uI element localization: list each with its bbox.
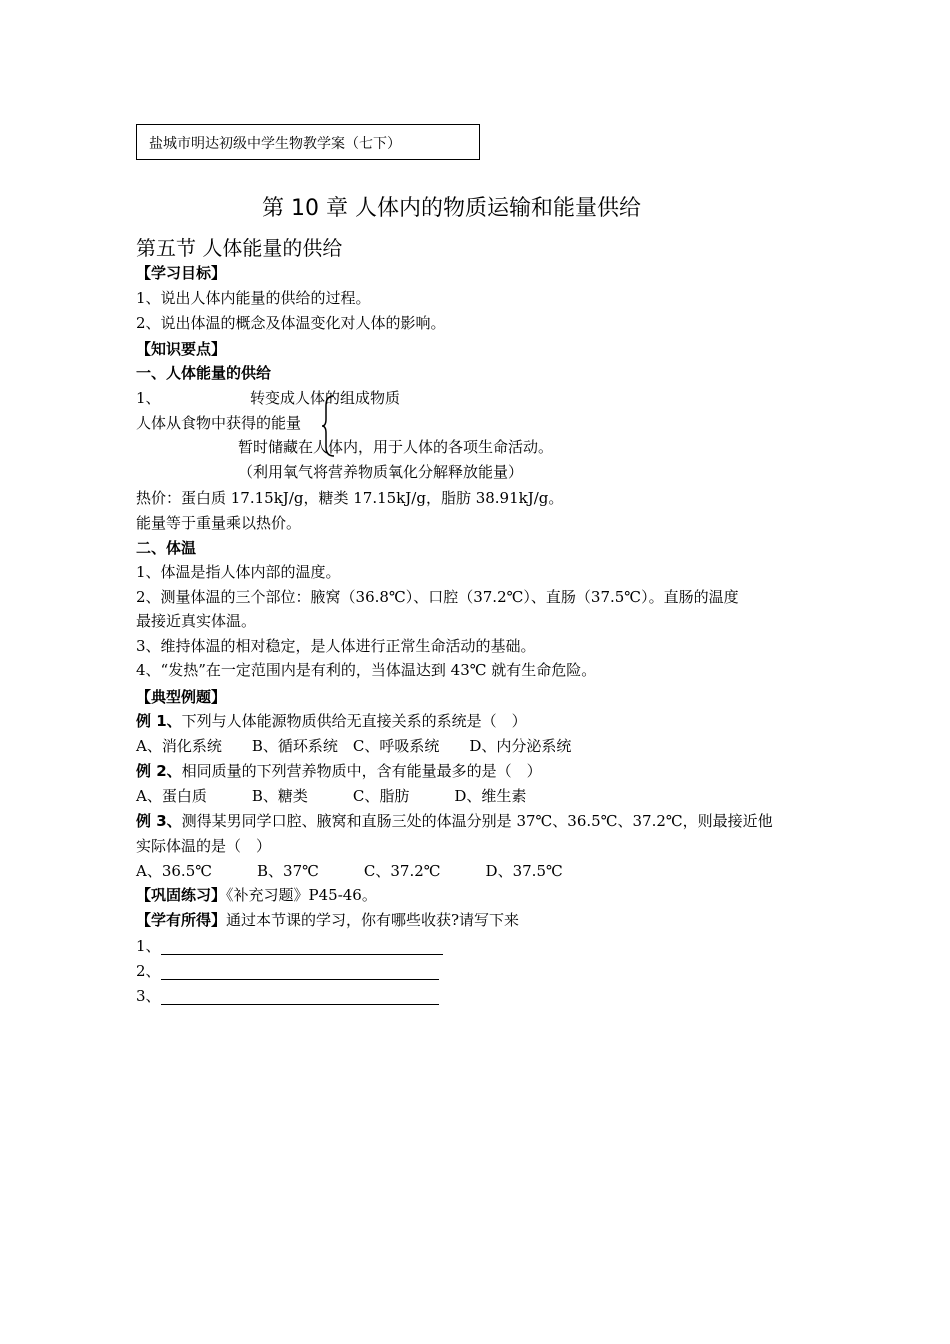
temp-item-3: 3、维持体温的相对稳定，是人体进行正常生命活动的基础。 [136,637,536,655]
chapter-title: 第 10 章 人体内的物质运输和能量供给 [262,196,641,221]
gains [136,911,519,929]
key-points-heading: 【知识要点】 [136,340,227,358]
answer-line-3[interactable] [136,987,439,1005]
objectives-heading: 【学习目标】 [136,264,227,282]
examples-heading: 【典型例题】 [136,688,227,706]
example-3-options: A、36.5℃ B、37℃ C、37.2℃ D、37.5℃ [136,862,563,880]
header-box [136,124,480,160]
example-1-label: 例 1、 [136,712,182,730]
energy-root: 人体从食物中获得的能量 [136,414,302,432]
branch-bottom: 暂时储藏在人体内，用于人体的各项生命活动。 [238,438,554,456]
example-3-text-cont: 实际体温的是（ ） [136,837,272,855]
temp-item-1: 1、体温是指人体内部的温度。 [136,563,341,581]
practice [136,886,377,904]
gains-text: 通过本节课的学习，你有哪些收获?请写下来 [226,911,520,929]
oxidation-note: （利用氧气将营养物质氧化分解释放能量） [238,463,524,481]
part1-num: 1、 [136,389,161,407]
answer-blank-2[interactable] [161,965,439,980]
temp-item-4: 4、“发热”在一定范围内是有利的，当体温达到 43℃ 就有生命危险。 [136,661,597,679]
temp-item-2-cont: 最接近真实体温。 [136,612,257,630]
example-1-options: A、消化系统 B、循环系统 C、呼吸系统 D、内分泌系统 [136,737,572,755]
example-1-text: 下列与人体能源物质供给无直接关系的系统是（ ） [181,712,527,730]
example-2-text: 相同质量的下列营养物质中，含有能量最多的是（ ） [181,762,542,780]
answer-blank-3[interactable] [161,990,439,1005]
practice-text: 《补充习题》P45-46。 [226,886,377,904]
energy-formula: 能量等于重量乘以热价。 [136,514,302,532]
example-3-text: 测得某男同学口腔、腋窝和直肠三处的体温分别是 37℃、36.5℃、37.2℃，则最接近他 [181,812,773,830]
answer-line-1[interactable] [136,937,443,955]
example-3-label: 例 3、 [136,812,182,830]
example-3 [136,812,773,830]
objective-item-1: 1、说出人体内能量的供给的过程。 [136,289,371,307]
part2-heading: 二、体温 [136,539,197,557]
header-text: 盐城市明达初级中学生物教学案（七下） [149,136,401,152]
example-2-label: 例 2、 [136,762,182,780]
example-1 [136,712,527,730]
part1-heading: 一、人体能量的供给 [136,364,272,382]
branch-top: 转变成人体的组成物质 [250,389,401,407]
temp-item-2: 2、测量体温的三个部位：腋窝（36.8℃）、口腔（37.2℃）、直肠（37.5℃）。直肠的温度 [136,588,739,606]
answer-line-3-num: 3、 [136,987,161,1005]
answer-line-2-num: 2、 [136,962,161,980]
practice-label: 【巩固练习】 [136,886,227,904]
answer-blank-1[interactable] [161,940,443,955]
gains-label: 【学有所得】 [136,911,227,929]
calorific-values: 热价：蛋白质 17.15kJ/g，糖类 17.15kJ/g，脂肪 38.91kJ/g。 [136,489,564,507]
section-title: 第五节 人体能量的供给 [136,236,343,260]
example-2-options: A、蛋白质 B、糖类 C、脂肪 D、维生素 [136,787,527,805]
example-2 [136,762,542,780]
objective-item-2: 2、说出体温的概念及体温变化对人体的影响。 [136,314,446,332]
answer-line-2[interactable] [136,962,439,980]
answer-line-1-num: 1、 [136,937,161,955]
